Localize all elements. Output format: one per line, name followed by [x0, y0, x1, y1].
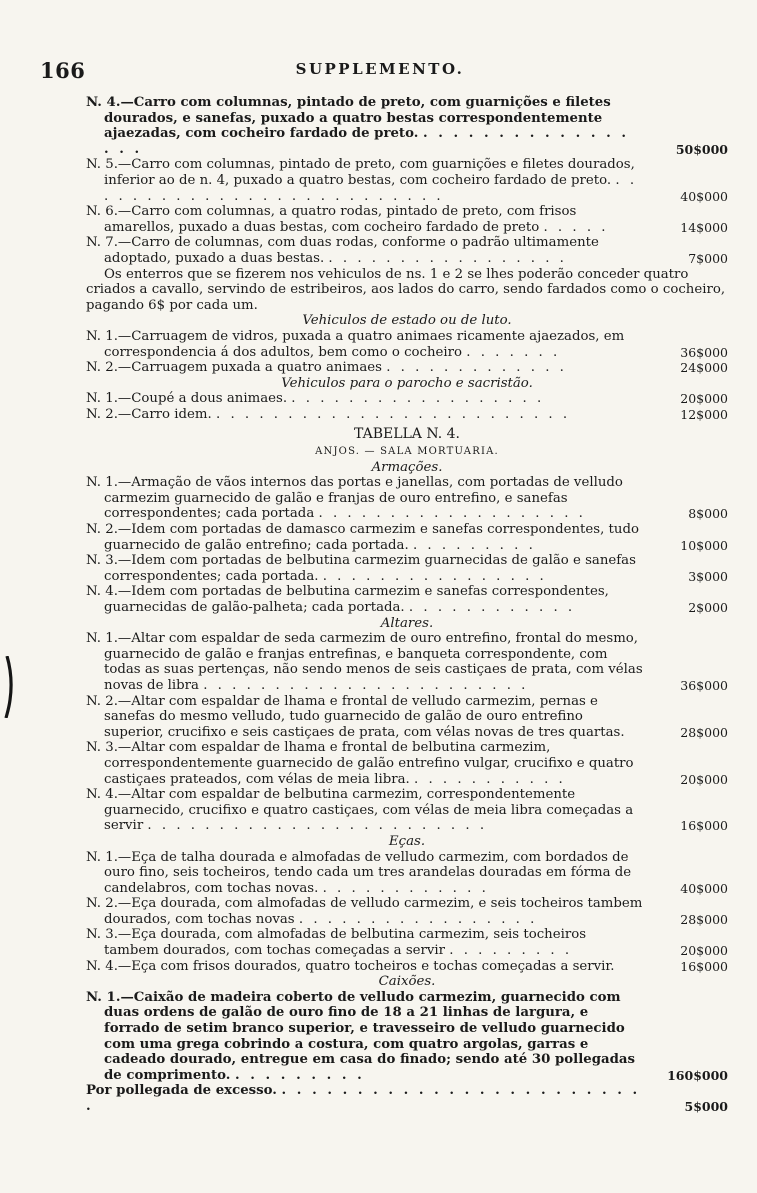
price-entry: N. 1.—Armação de vãos internos das portas e janellas, com portadas de velludo carmezim guarnecido de galão e franjas de ouro entrefino, e sanefas correspondentes; cada portada . . . . . . . . . . . . . . . . . . . 8$000: [86, 475, 728, 522]
price: 14$000: [680, 219, 728, 235]
price: 10$000: [680, 537, 728, 553]
section-heading: Vehiculos de estado ou de luto.: [302, 313, 512, 329]
section-heading: Caixões.: [378, 974, 436, 990]
price: 2$000: [688, 600, 728, 615]
section-heading: Eças.: [388, 833, 426, 849]
price-entry: N. 2.—Carruagem puxada a quatro animaes . . . . . . . . . . . . . 24$000: [86, 360, 728, 376]
price-entry: N. 1.—Caixão de madeira coberto de velludo carmezim, guarnecido com duas ordens de galão de ouro fino de 18 a 21 linhas de largura, e forrado de setim branco superior, e travesseiro de velludo guarnecido com uma grega cobrindo a costura, com quatro argolas, garras e cadeado dourado, entregue em casa do finado; sendo até 30 pollegadas de comprimento. . . . . . . . . . 160$000: [86, 989, 728, 1083]
table-subtitle: ANJOS. — SALA MORTUARIA.: [315, 446, 499, 458]
price: 8$000: [688, 506, 728, 522]
price-entry: N. 3.—Altar com espaldar de lhama e frontal de belbutina carmezim, correspondentemente guarnecido de galão entrefino vulgar, crucifixo e quatro castiçaes prateados, com vélas de meia libra. . . . . . . . . . . . 20$000: [86, 740, 728, 787]
price-entry: N. 4.—Carro com columnas, pintado de preto, com guarnições e filetes dourados, e sanefas, puxado a quatro bestas correspondentemente ajaezadas, com cocheiro fardado de preto. . . . . . . . . . . . . . . . . . 50$000: [86, 95, 728, 157]
price-entry: N. 2.—Idem com portadas de damasco carmezim e sanefas correspondentes, tudo guarnecido de galão entrefino; cada portada. . . . . . . . . . 10$000: [86, 522, 728, 553]
price: 24$000: [680, 360, 728, 376]
price-entry: N. 2.—Carro idem. . . . . . . . . . . . . . . . . . . . . . . . . . 12$000: [86, 406, 728, 422]
price-entry: N. 1.—Carruagem de vidros, puxada a quatro animaes ricamente ajaezados, em correspondencia á dos adultos, bem como o cocheiro . . . . . . . 36$000: [86, 328, 728, 360]
price-entry: N. 4.—Eça com frisos dourados, quatro tocheiros e tochas começadas a servir. 16$000: [86, 958, 728, 974]
price: 12$000: [680, 406, 728, 422]
price: 40$000: [680, 188, 728, 204]
note-paragraph: Os enterros que se fizerem nos vehiculos de ns. 1 e 2 se lhes poderão conceder quatro criados a cavallo, servindo de estribeiros, aos lados do carro, sendo fardados como o cocheiro, pagando 6$ por cada um.: [86, 266, 726, 313]
price: 50$000: [675, 141, 728, 157]
section-heading: Armações.: [371, 459, 443, 475]
price: 5$000: [684, 1099, 728, 1114]
margin-mark: [4, 656, 14, 718]
price: 160$000: [667, 1067, 728, 1083]
price-entry: N. 3.—Eça dourada, com almofadas de belbutina carmezim, seis tocheiros tambem dourados, com tochas começadas a servir . . . . . . . . . 20$000: [86, 927, 728, 959]
price-entry: N. 7.—Carro de columnas, com duas rodas, conforme o padrão ultimamente adoptado, puxado a duas bestas. . . . . . . . . . . . . . . . . . 7$000: [86, 235, 728, 266]
price: 40$000: [680, 880, 728, 896]
price-entry: N. 1.—Coupé a dous animaes. . . . . . . . . . . . . . . . . . . 20$000: [86, 391, 728, 407]
price-entry: N. 2.—Altar com espaldar de lhama e frontal de velludo carmezim, pernas e sanefas do mesmo velludo, tudo guarnecido de galão de ouro entrefino superior, crucifixo e seis castiçaes de prata, com vélas novas de tres quartas. 28$000: [86, 693, 728, 740]
section-heading: Vehiculos para o parocho e sacristão.: [281, 375, 533, 391]
price-entry: N. 5.—Carro com columnas, pintado de preto, com guarnições e filetes dourados, inferior ao de n. 4, puxado a quatro bestas, com cocheiro fardado de preto. . . . . . . . . . . . . . . . . . . . . . . . . . . 40$000: [86, 157, 728, 204]
page-title: SUPPLEMENTO.: [295, 60, 465, 78]
table-title: TABELLA N. 4.: [354, 426, 460, 443]
price: 7$000: [688, 250, 728, 266]
price: 16$000: [680, 818, 728, 834]
price-entry: N. 3.—Idem com portadas de belbutina carmezim guarnecidas de galão e sanefas correspondentes; cada portada. . . . . . . . . . . . . . . . . 3$000: [86, 553, 728, 584]
price-entry: N. 1.—Altar com espaldar de seda carmezim de ouro entrefino, frontal do mesmo, guarnecido de galão e franjas entrefinas, e banqueta correspondente, com todas as suas pertenças, não sendo menos de seis castiçaes de prata, com vélas novas de libra . . . . . . . . . . . . . . . . . . . . . . . 36$000: [86, 631, 728, 693]
price-entry: N. 4.—Idem com portadas de belbutina carmezim e sanefas correspondentes, guarnecidas de galão-palheta; cada portada. . . . . . . . . . . . . 2$000: [86, 584, 728, 615]
price: 36$000: [680, 677, 728, 693]
price-entry: N. 2.—Eça dourada, com almofadas de velludo carmezim, e seis tocheiros tambem dourados, com tochas novas . . . . . . . . . . . . . . . . . 28$000: [86, 896, 728, 927]
page-header: [40, 58, 720, 82]
price-entry: N. 4.—Altar com espaldar de belbutina carmezim, correspondentemente guarnecido, crucifixo e quatro castiçaes, com vélas de meia libra começadas a servir . . . . . . . . . . . . . . . . . . . . . . . . 16$000: [86, 787, 728, 834]
page-number: 166: [40, 58, 86, 83]
price: 28$000: [680, 911, 728, 927]
price: 16$000: [680, 958, 728, 974]
price: 36$000: [680, 344, 728, 360]
page-content: [86, 95, 728, 1115]
price-entry: N. 6.—Carro com columnas, a quatro rodas, pintado de preto, com frisos amarellos, puxado a duas bestas, com cocheiro fardado de preto . . . . . 14$000: [86, 204, 728, 235]
price: 20$000: [680, 943, 728, 959]
section-heading: Altares.: [380, 615, 434, 631]
price: 3$000: [688, 568, 728, 584]
price: 28$000: [680, 724, 728, 740]
price: 20$000: [680, 391, 728, 407]
price: 20$000: [680, 771, 728, 787]
price-entry: N. 1.—Eça de talha dourada e almofadas de velludo carmezim, com bordados de ouro fino, seis tocheiros, tendo cada um tres arandelas douradas em fórma de candelabros, com tochas novas. . . . . . . . . . . . . 40$000: [86, 849, 728, 896]
price-entry: Por pollegada de excesso. . . . . . . . . . . . . . . . . . . . . . . . . . 5$000: [86, 1083, 728, 1114]
